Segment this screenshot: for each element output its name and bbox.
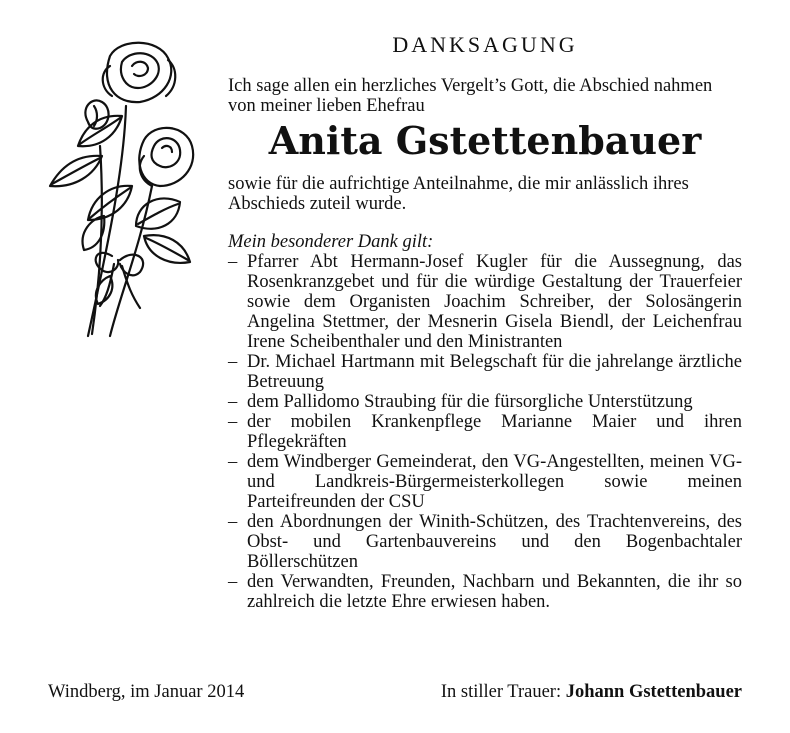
signature-line [441,681,742,703]
thanks-list [228,252,742,612]
outro-text: sowie für die aufrichtige Anteilnahme, die mir anlässlich ihres Abschieds zuteil wurde. [228,174,689,214]
deceased-name: Anita Gstettenbauer [268,118,702,163]
list-item: – den Verwandten, Freunden, Nachbarn und Bekannten, die ihr so zahlreich die letzte Ehre erwiesen haben. [228,572,742,612]
list-item: – dem Windberger Gemeinderat, den VG-Angestellten, meinen VG- und Landkreis-Bürgermeisterkollegen sowie meinen Parteifreunden der CSU [228,452,742,512]
intro-text: Ich sage allen ein herzliches Vergelt’s Gott, die Abschied nahmen von meiner lieben Ehefrau [228,76,713,116]
signer-name: Johann Gstettenbauer [565,682,742,702]
list-item: – dem Pallidomo Straubing für die fürsorgliche Unterstützung [228,392,742,412]
roses-icon [40,36,210,341]
list-item: – Pfarrer Abt Hermann-Josef Kugler für die Aussegnung, das Rosenkranzgebet und für die würdige Gestaltung der Trauerfeier sowie dem Organisten Joachim Schreiber, der Solosängerin Angelina Stettmer, der Mesnerin Gisela Biendl, der Leichenfrau Irene Scheibenthaler und den Ministranten [228,252,742,352]
page-title: DANKSAGUNG [392,32,578,57]
place-date: Windberg, im Januar 2014 [48,682,245,702]
list-item: – der mobilen Krankenpflege Marianne Maier und ihren Pflegekräften [228,412,742,452]
list-item: – den Abordnungen der Winith-Schützen, des Trachtenvereins, des Obst- und Gartenbauvereins und den Bogenbachtaler Böllerschützen [228,512,742,572]
thanks-section [228,232,742,612]
mourning-label: In stiller Trauer: [440,682,562,702]
list-item: – Dr. Michael Hartmann mit Belegschaft für die jahrelange ärztliche Betreuung [228,352,742,392]
thanks-heading: Mein besonderer Dank gilt: [228,232,434,252]
